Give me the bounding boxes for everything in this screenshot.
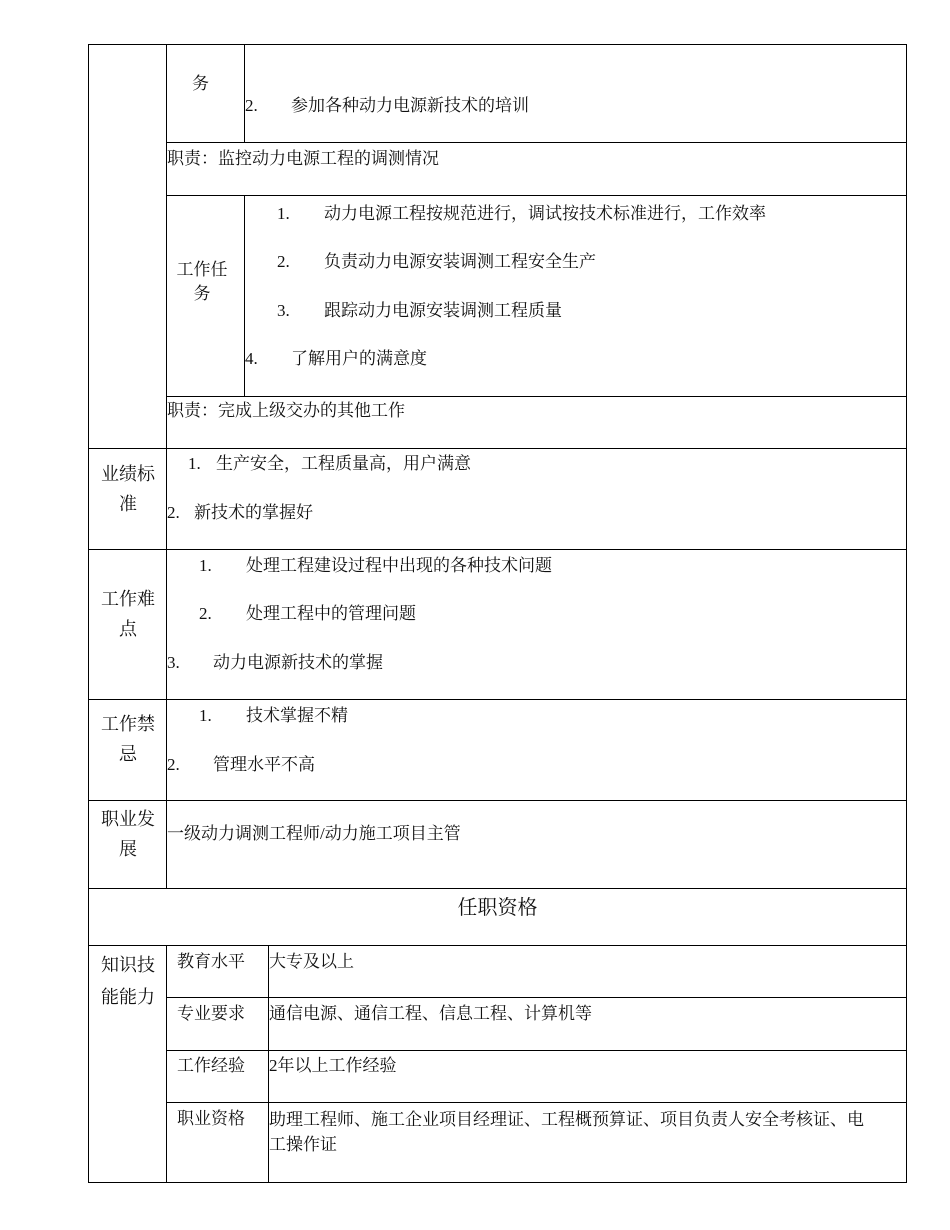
task-text: 负责动力电源安装调测工程安全生产 <box>324 252 596 271</box>
label-column-divider-lower <box>166 945 167 1183</box>
qualifications-title: 任职资格 <box>457 897 538 919</box>
task-number: 1. <box>277 204 290 223</box>
row-divider <box>88 699 907 700</box>
duty-text: 职责：完成上级交办的其他工作 <box>167 401 405 420</box>
qual-value: 助理工程师、施工企业项目经理证、工程概预算证、项目负责人安全考核证、电工操作证 <box>269 1110 864 1154</box>
performance-text: 新技术的掌握好 <box>194 503 313 522</box>
row-divider <box>166 142 907 143</box>
taboo-number: 1. <box>199 706 212 725</box>
difficulty-text: 处理工程中的管理问题 <box>246 604 416 623</box>
qual-key: 工作经验 <box>177 1056 245 1075</box>
row-divider <box>88 448 907 449</box>
task-label-tail: 务 <box>192 74 209 93</box>
qualifications-label: 知识技能能力 <box>101 955 155 1007</box>
difficulties-label: 工作难点 <box>101 589 155 639</box>
task-number: 2. <box>245 96 258 115</box>
difficulty-number: 2. <box>199 604 212 623</box>
taboos-label: 工作禁忌 <box>101 714 155 764</box>
task-label: 工作任务 <box>176 260 228 303</box>
duty-text: 职责：监控动力电源工程的调测情况 <box>167 149 439 168</box>
task-text: 参加各种动力电源新技术的培训 <box>291 96 529 115</box>
qual-row-divider <box>166 997 907 998</box>
taboo-number: 2. <box>167 755 180 774</box>
qual-key: 教育水平 <box>177 952 245 971</box>
difficulty-number: 1. <box>199 556 212 575</box>
table-border-left <box>88 44 89 1183</box>
task-text: 了解用户的满意度 <box>291 349 427 368</box>
task-number: 2. <box>277 252 290 271</box>
task-number: 3. <box>277 301 290 320</box>
qual-value: 大专及以上 <box>269 952 354 971</box>
row-divider <box>166 195 907 196</box>
task-number: 4. <box>245 349 258 368</box>
task-text: 跟踪动力电源安装调测工程质量 <box>324 301 562 320</box>
difficulty-number: 3. <box>167 653 180 672</box>
row-divider <box>88 945 907 946</box>
career-text: 一级动力调测工程师/动力施工项目主管 <box>167 824 461 843</box>
table-border-bottom <box>88 1182 907 1183</box>
performance-label: 业绩标准 <box>101 464 155 514</box>
performance-number: 2. <box>167 503 180 522</box>
row-divider <box>88 800 907 801</box>
table-border-top <box>88 44 907 45</box>
qual-row-divider <box>166 1102 907 1103</box>
difficulty-text: 处理工程建设过程中出现的各种技术问题 <box>246 556 552 575</box>
row-divider <box>88 549 907 550</box>
table-border-right <box>906 44 907 1183</box>
row-divider <box>88 888 907 889</box>
task-column-divider-1 <box>244 44 245 143</box>
qual-row-divider <box>166 1050 907 1051</box>
performance-text: 生产安全，工程质量高，用户满意 <box>216 454 471 473</box>
row-divider <box>166 396 907 397</box>
performance-number: 1. <box>188 454 201 473</box>
taboo-text: 管理水平不高 <box>213 755 315 774</box>
qual-key: 职业资格 <box>177 1109 245 1128</box>
qual-key: 专业要求 <box>177 1004 245 1023</box>
task-text: 动力电源工程按规范进行，调试按技术标准进行，工作效率 <box>324 204 766 223</box>
taboo-text: 技术掌握不精 <box>246 706 348 725</box>
qual-value: 通信电源、通信工程、信息工程、计算机等 <box>269 1004 592 1023</box>
difficulty-text: 动力电源新技术的掌握 <box>213 653 383 672</box>
career-label: 职业发展 <box>101 809 155 859</box>
qual-value: 2年以上工作经验 <box>269 1056 397 1075</box>
